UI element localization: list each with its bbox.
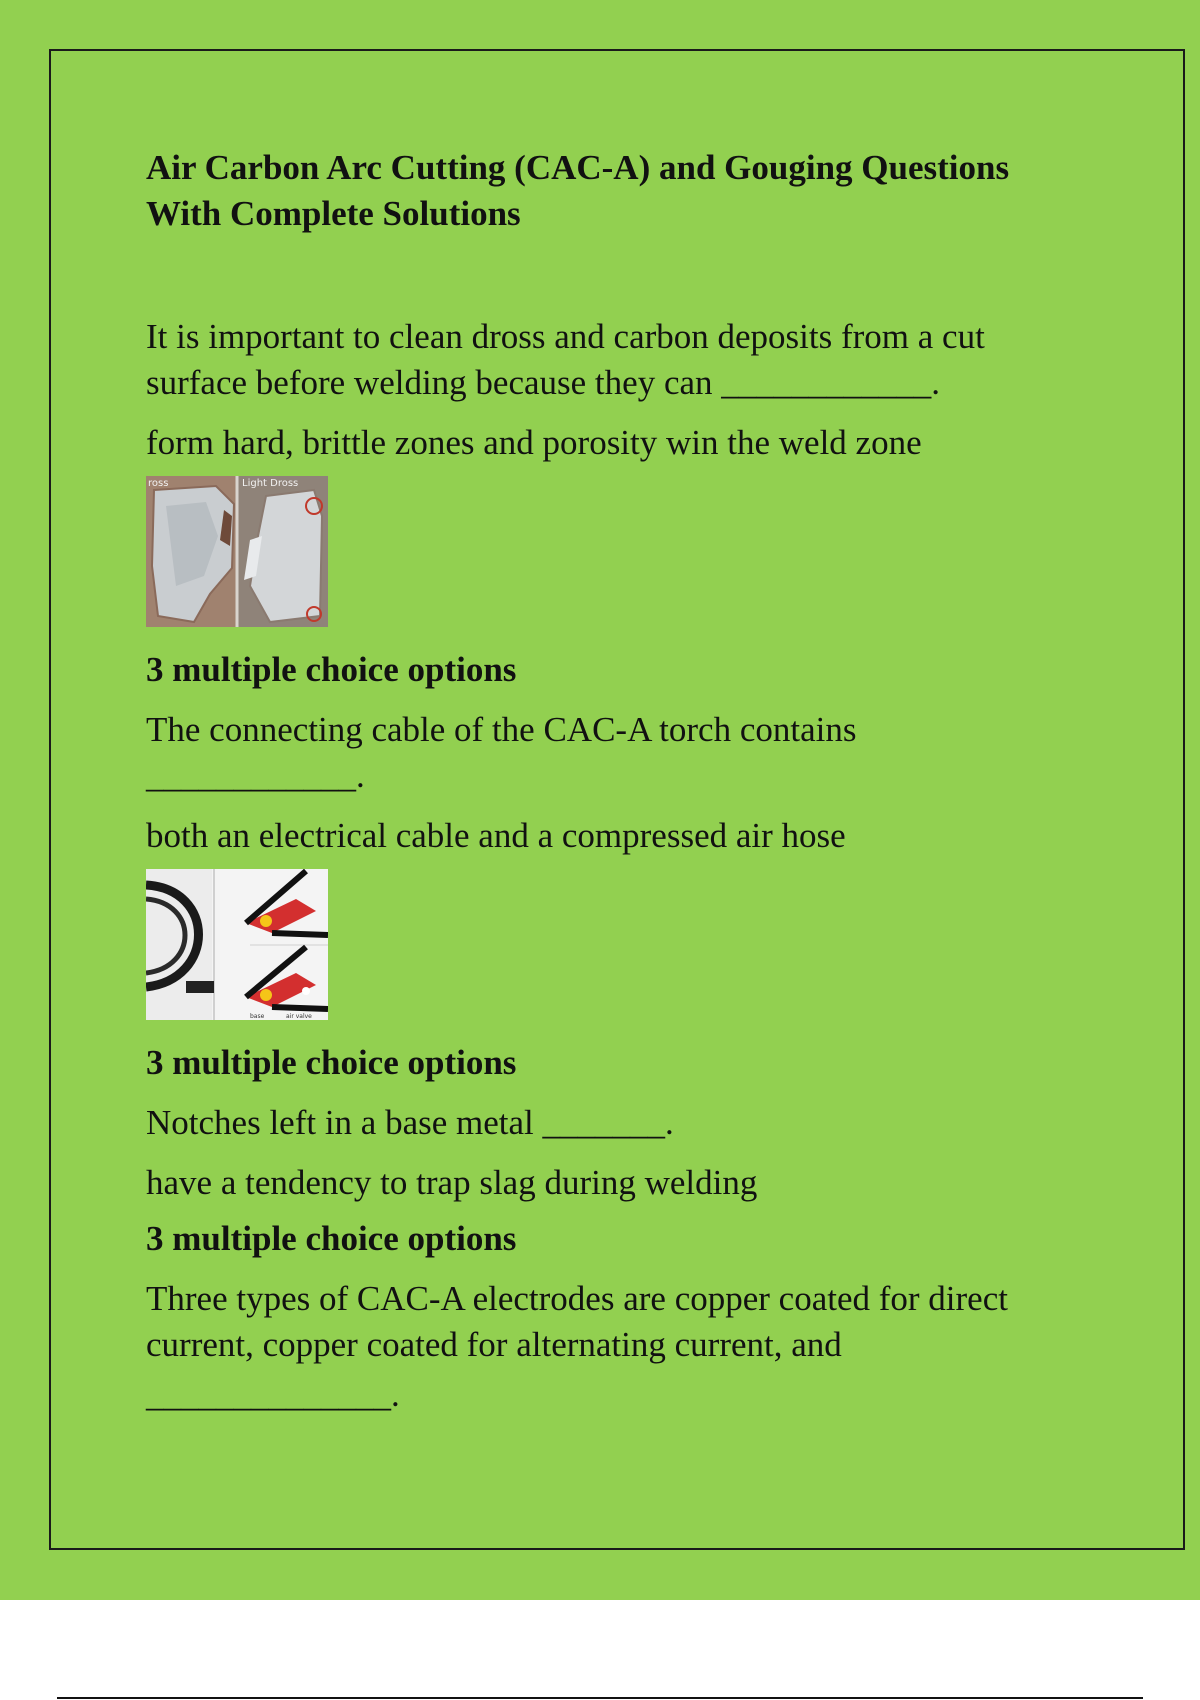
dross-label: ross [148,478,169,489]
cable-torch-graphic [146,869,328,1020]
options-note-1: 3 multiple choice options [146,650,517,689]
dross-photo-graphic [146,476,328,627]
question-4-blank: ______________. [146,1375,400,1414]
question-1: It is important to clean dross and carbon deposits from a cut surface before welding because they can ____________. [146,317,985,402]
air-valve-label: air valve [286,1013,312,1020]
dross-photo [146,476,328,627]
question-2 [146,707,1076,799]
cable-torch-photo [146,869,328,1020]
question-2-line-1: The connecting cable of the CAC-A torch contains [146,710,857,749]
light-dross-label: Light Dross [242,478,299,489]
question-3: Notches left in a base metal _______. [146,1103,674,1142]
footer-rule [57,1697,1143,1699]
question-4-text: Three types of CAC-A electrodes are copper coated for direct current, copper coated for alternating current, and [146,1279,1008,1364]
base-label: base [250,1013,265,1020]
answer-1: form hard, brittle zones and porosity win the weld zone [146,423,922,462]
question-2-line-2: ____________. [146,756,365,795]
answer-2: both an electrical cable and a compressed air hose [146,816,846,855]
document-content [146,145,1076,1432]
document-title: Air Carbon Arc Cutting (CAC-A) and Gouging Questions With Complete Solutions [146,148,1010,233]
question-4 [146,1276,1076,1418]
options-note-3: 3 multiple choice options [146,1219,517,1258]
options-note-2: 3 multiple choice options [146,1043,517,1082]
answer-3: have a tendency to trap slag during welding [146,1163,758,1202]
